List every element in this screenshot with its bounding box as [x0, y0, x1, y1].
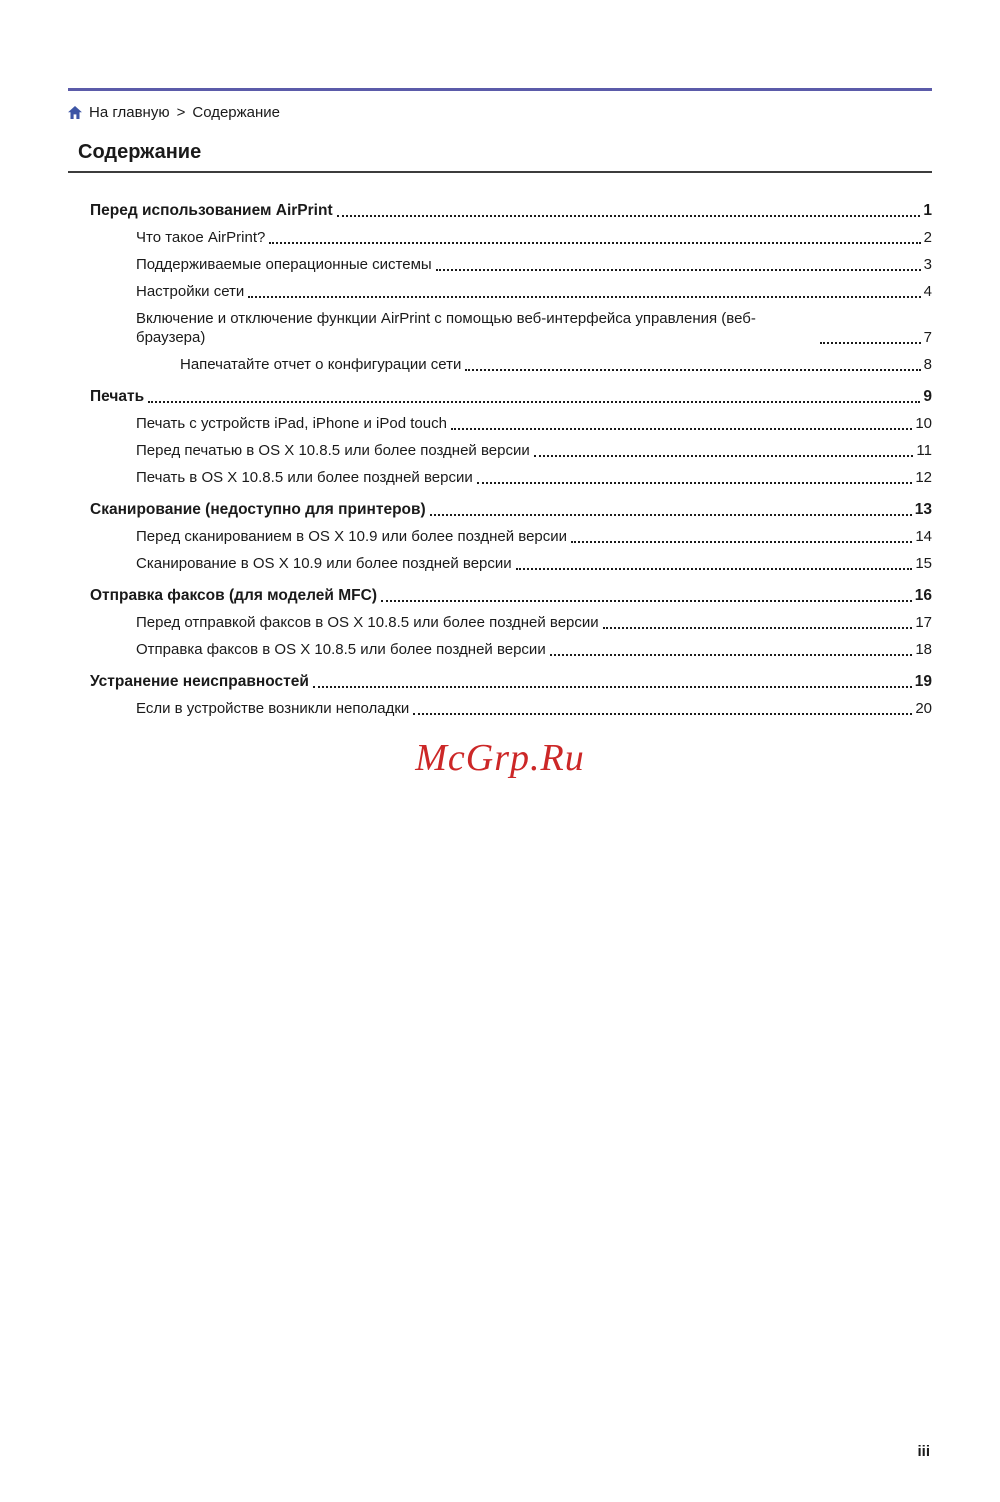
toc-entry[interactable] — [136, 613, 932, 632]
toc-dot-leader — [550, 654, 913, 656]
toc-entry[interactable] — [136, 640, 932, 659]
toc-entry[interactable] — [136, 255, 932, 274]
toc-dot-leader — [148, 401, 920, 403]
toc-entry[interactable] — [136, 468, 932, 487]
toc-entry-page: 7 — [923, 329, 932, 346]
toc-entry-page: 3 — [923, 256, 932, 273]
toc-entry-page: 9 — [923, 388, 932, 405]
toc-entry-page: 16 — [914, 587, 932, 604]
toc-dot-leader — [248, 296, 920, 298]
document-page — [0, 88, 1000, 780]
toc-entry[interactable] — [90, 586, 932, 605]
toc-dot-leader — [381, 600, 912, 602]
toc-dot-leader — [534, 455, 914, 457]
toc-entry-label: Перед использованием AirPrint — [90, 202, 333, 219]
toc-entry[interactable] — [90, 201, 932, 220]
breadcrumb-current-link[interactable]: Содержание — [192, 104, 281, 121]
toc-dot-leader — [477, 482, 913, 484]
toc-entry[interactable] — [90, 387, 932, 406]
toc-dot-leader — [451, 428, 912, 430]
toc-entry-page: 19 — [914, 673, 932, 690]
toc-dot-leader — [516, 568, 913, 570]
watermark-text: McGrp.Ru — [415, 737, 585, 779]
toc-entry-page: 14 — [915, 528, 932, 545]
footer-page-number: iii — [917, 1443, 930, 1460]
toc-entry-page: 20 — [915, 700, 932, 717]
toc-dot-leader — [413, 713, 912, 715]
toc-entry-page: 1 — [923, 202, 932, 219]
toc-entry[interactable] — [136, 282, 932, 301]
toc-entry-label: Настройки сети — [136, 283, 245, 300]
toc-entry-label: Перед печатью в OS X 10.8.5 или более поздней версии — [136, 442, 530, 459]
toc-dot-leader — [436, 269, 921, 271]
toc-entry-label: Если в устройстве возникли неполадки — [136, 700, 410, 717]
toc-entry-page: 15 — [915, 555, 932, 572]
toc-entry-label: Перед сканированием в OS X 10.9 или более поздней версии — [136, 528, 568, 545]
toc-dot-leader — [465, 369, 920, 371]
toc-entry[interactable] — [136, 699, 932, 718]
toc-list — [68, 201, 932, 718]
toc-entry-page: 12 — [915, 469, 932, 486]
toc-entry[interactable] — [136, 228, 932, 247]
toc-entry-page: 4 — [923, 283, 932, 300]
toc-entry-label: Включение и отключение функции AirPrint с помощью веб-интерфейса управления (веб-браузера) — [136, 310, 756, 346]
toc-entry-label: Устранение неисправностей — [90, 673, 309, 690]
toc-dot-leader — [337, 215, 921, 217]
toc-entry-page: 13 — [914, 501, 932, 518]
toc-entry-label: Напечатайте отчет о конфигурации сети — [180, 356, 462, 373]
toc-entry-label: Отправка факсов (для моделей MFC) — [90, 587, 377, 604]
toc-dot-leader — [820, 342, 921, 344]
toc-entry[interactable] — [136, 554, 932, 573]
toc-entry[interactable] — [136, 441, 932, 460]
toc-entry-label: Поддерживаемые операционные системы — [136, 256, 432, 273]
toc-entry-label: Сканирование (недоступно для принтеров) — [90, 501, 426, 518]
page-title: Содержание — [68, 141, 932, 173]
toc-entry-page: 2 — [923, 229, 932, 246]
toc-entry-label: Печать с устройств iPad, iPhone и iPod touch — [136, 415, 447, 432]
toc-entry-label: Печать — [90, 388, 145, 405]
toc-entry[interactable] — [180, 355, 932, 374]
toc-entry-page: 8 — [923, 356, 932, 373]
toc-entry-page: 18 — [915, 641, 932, 658]
toc-entry-page: 10 — [915, 415, 932, 432]
toc-entry-page: 17 — [915, 614, 932, 631]
toc-dot-leader — [313, 686, 912, 688]
toc-entry-label: Отправка факсов в OS X 10.8.5 или более поздней версии — [136, 641, 546, 658]
home-icon — [68, 106, 82, 119]
toc-entry-label: Что такое AirPrint? — [136, 229, 266, 246]
toc-entry[interactable] — [136, 527, 932, 546]
toc-entry[interactable] — [90, 672, 932, 691]
toc-dot-leader — [603, 627, 913, 629]
toc-entry[interactable] — [90, 500, 932, 519]
toc-entry-label: Сканирование в OS X 10.9 или более поздней версии — [136, 555, 512, 572]
breadcrumb — [68, 104, 932, 121]
toc-dot-leader — [571, 541, 912, 543]
toc-entry-label: Печать в OS X 10.8.5 или более поздней версии — [136, 469, 473, 486]
toc-dot-leader — [430, 514, 912, 516]
breadcrumb-home-link[interactable]: На главную — [89, 104, 170, 121]
top-divider-rule — [68, 88, 932, 91]
breadcrumb-separator: > — [176, 104, 186, 121]
toc-dot-leader — [269, 242, 920, 244]
toc-entry[interactable] — [136, 414, 932, 433]
toc-entry[interactable] — [136, 309, 932, 347]
toc-entry-label: Перед отправкой факсов в OS X 10.8.5 или более поздней версии — [136, 614, 599, 631]
toc-entry-page: 11 — [916, 442, 932, 459]
